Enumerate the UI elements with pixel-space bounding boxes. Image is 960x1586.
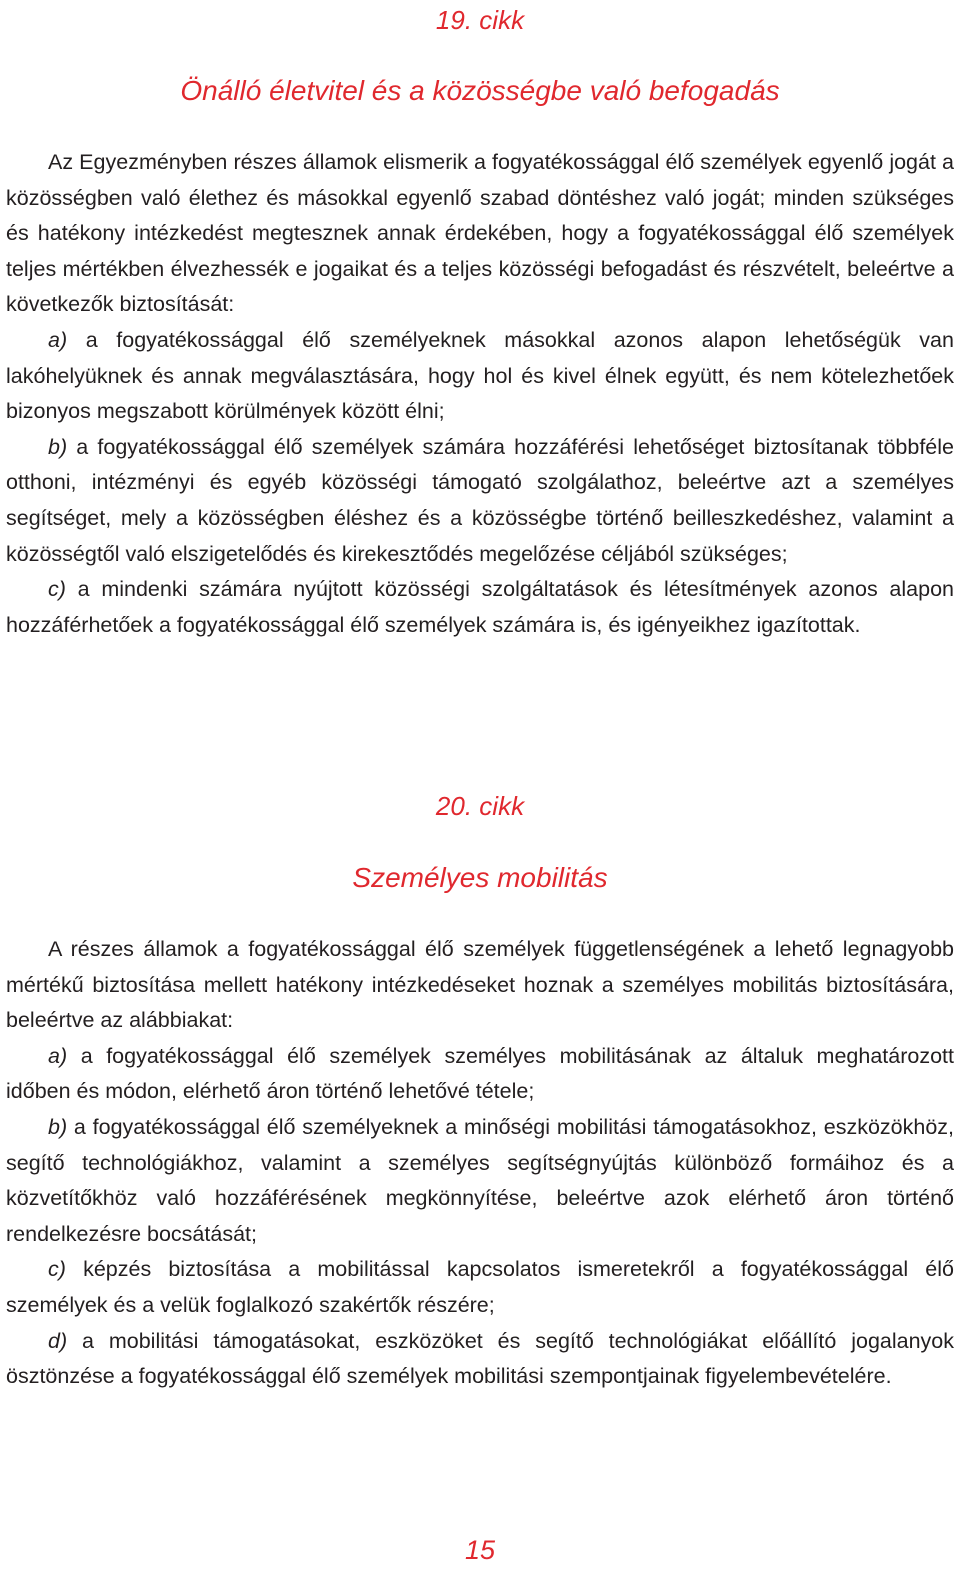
article-19-number: 19. cikk <box>435 5 525 35</box>
item-text: a fogyatékossággal élő személyek személyes mobilitásának az általuk meghatározott időben és módon, elérhető áron történő lehetővé tétele; <box>6 1043 954 1104</box>
item-marker: c) <box>48 577 66 602</box>
article-20-number: 20. cikk <box>435 791 525 821</box>
page-number: 15 <box>464 1535 496 1565</box>
article-19-item-a <box>6 323 954 430</box>
item-text: a fogyatékossággal élő személyek számára hozzáférési lehetőséget biztosítanak többféle otthoni, intézményi és egyéb közösségi támogató szolgálathoz, beleértve azt a személyes segítséget, mely a közösségben éléshez és a közösségbe történő beilleszkedéshez, valamint a közösségtől való elszigetelődés és kirekesztődés megelőzése céljából szükséges; <box>6 434 954 566</box>
item-text: a mobilitási támogatásokat, eszközöket és segítő technológiákat előállító jogalanyok ösztönzése a fogyatékossággal élő személyek mobilitási szempontjainak figyelembevételére. <box>6 1328 955 1389</box>
article-20-item-d <box>6 1324 954 1395</box>
article-20-intro: A részes államok a fogyatékossággal élő személyek függetlenségének a lehető legnagyobb mértékű biztosítása mellett hatékony intézkedéseket hoznak a személyes mobilitás biztosítására, beleértve az alábbiakat: <box>6 937 954 1033</box>
article-19-body <box>6 145 954 643</box>
item-marker: b) <box>48 434 68 459</box>
article-19-item-b <box>6 430 954 572</box>
item-text: a fogyatékossággal élő személyeknek a minőségi mobilitási támogatásokhoz, eszközökhöz, segítő technológiákhoz, valamint a személyes segítségnyújtás különböző formáihoz és a közvetítőkhöz való hozzáférésének megkönnyítése, beleértve azok elérhető áron történő rendelkezésre bocsátását; <box>6 1114 954 1246</box>
article-20-item-b <box>6 1110 954 1252</box>
item-marker: b) <box>48 1114 68 1139</box>
article-20-item-c <box>6 1252 954 1323</box>
article-19-title: Önálló életvitel és a közösségbe való befogadás <box>180 75 780 106</box>
item-marker: a) <box>48 327 68 352</box>
article-20-title: Személyes mobilitás <box>352 862 608 893</box>
article-19-intro: Az Egyezményben részes államok elismerik a fogyatékossággal élő személyek egyenlő jogát a közösségben való élethez és másokkal egyenlő szabad döntéshez való jogát; minden szükséges és hatékony intézkedést megtesznek annak érdekében, hogy a fogyatékossággal élő személyek teljes mértékben élvezhessék e jogaikat és a teljes közösségi befogadást és részvételt, beleértve a következők biztosítását: <box>6 150 954 317</box>
article-20-item-a <box>6 1039 954 1110</box>
article-20-body <box>6 932 954 1395</box>
item-text: a fogyatékossággal élő személyeknek másokkal azonos alapon lehetőségük van lakóhelyüknek és annak megválasztására, hogy hol és kivel élnek együtt, és nem kötelezhetőek bizonyos megszabott körülmények között élni; <box>6 327 954 424</box>
item-text: képzés biztosítása a mobilitással kapcsolatos ismeretekről a fogyatékossággal élő személyek és a velük foglalkozó szakértők részére; <box>6 1257 954 1317</box>
article-19-item-c <box>6 572 954 643</box>
item-marker: d) <box>48 1328 68 1353</box>
item-marker: c) <box>48 1257 66 1282</box>
item-marker: a) <box>48 1043 68 1068</box>
item-text: a mindenki számára nyújtott közösségi szolgáltatások és létesítmények azonos alapon hozzáférhetőek a fogyatékossággal élő személyek számára is, és igényeikhez igazítottak. <box>6 577 954 637</box>
